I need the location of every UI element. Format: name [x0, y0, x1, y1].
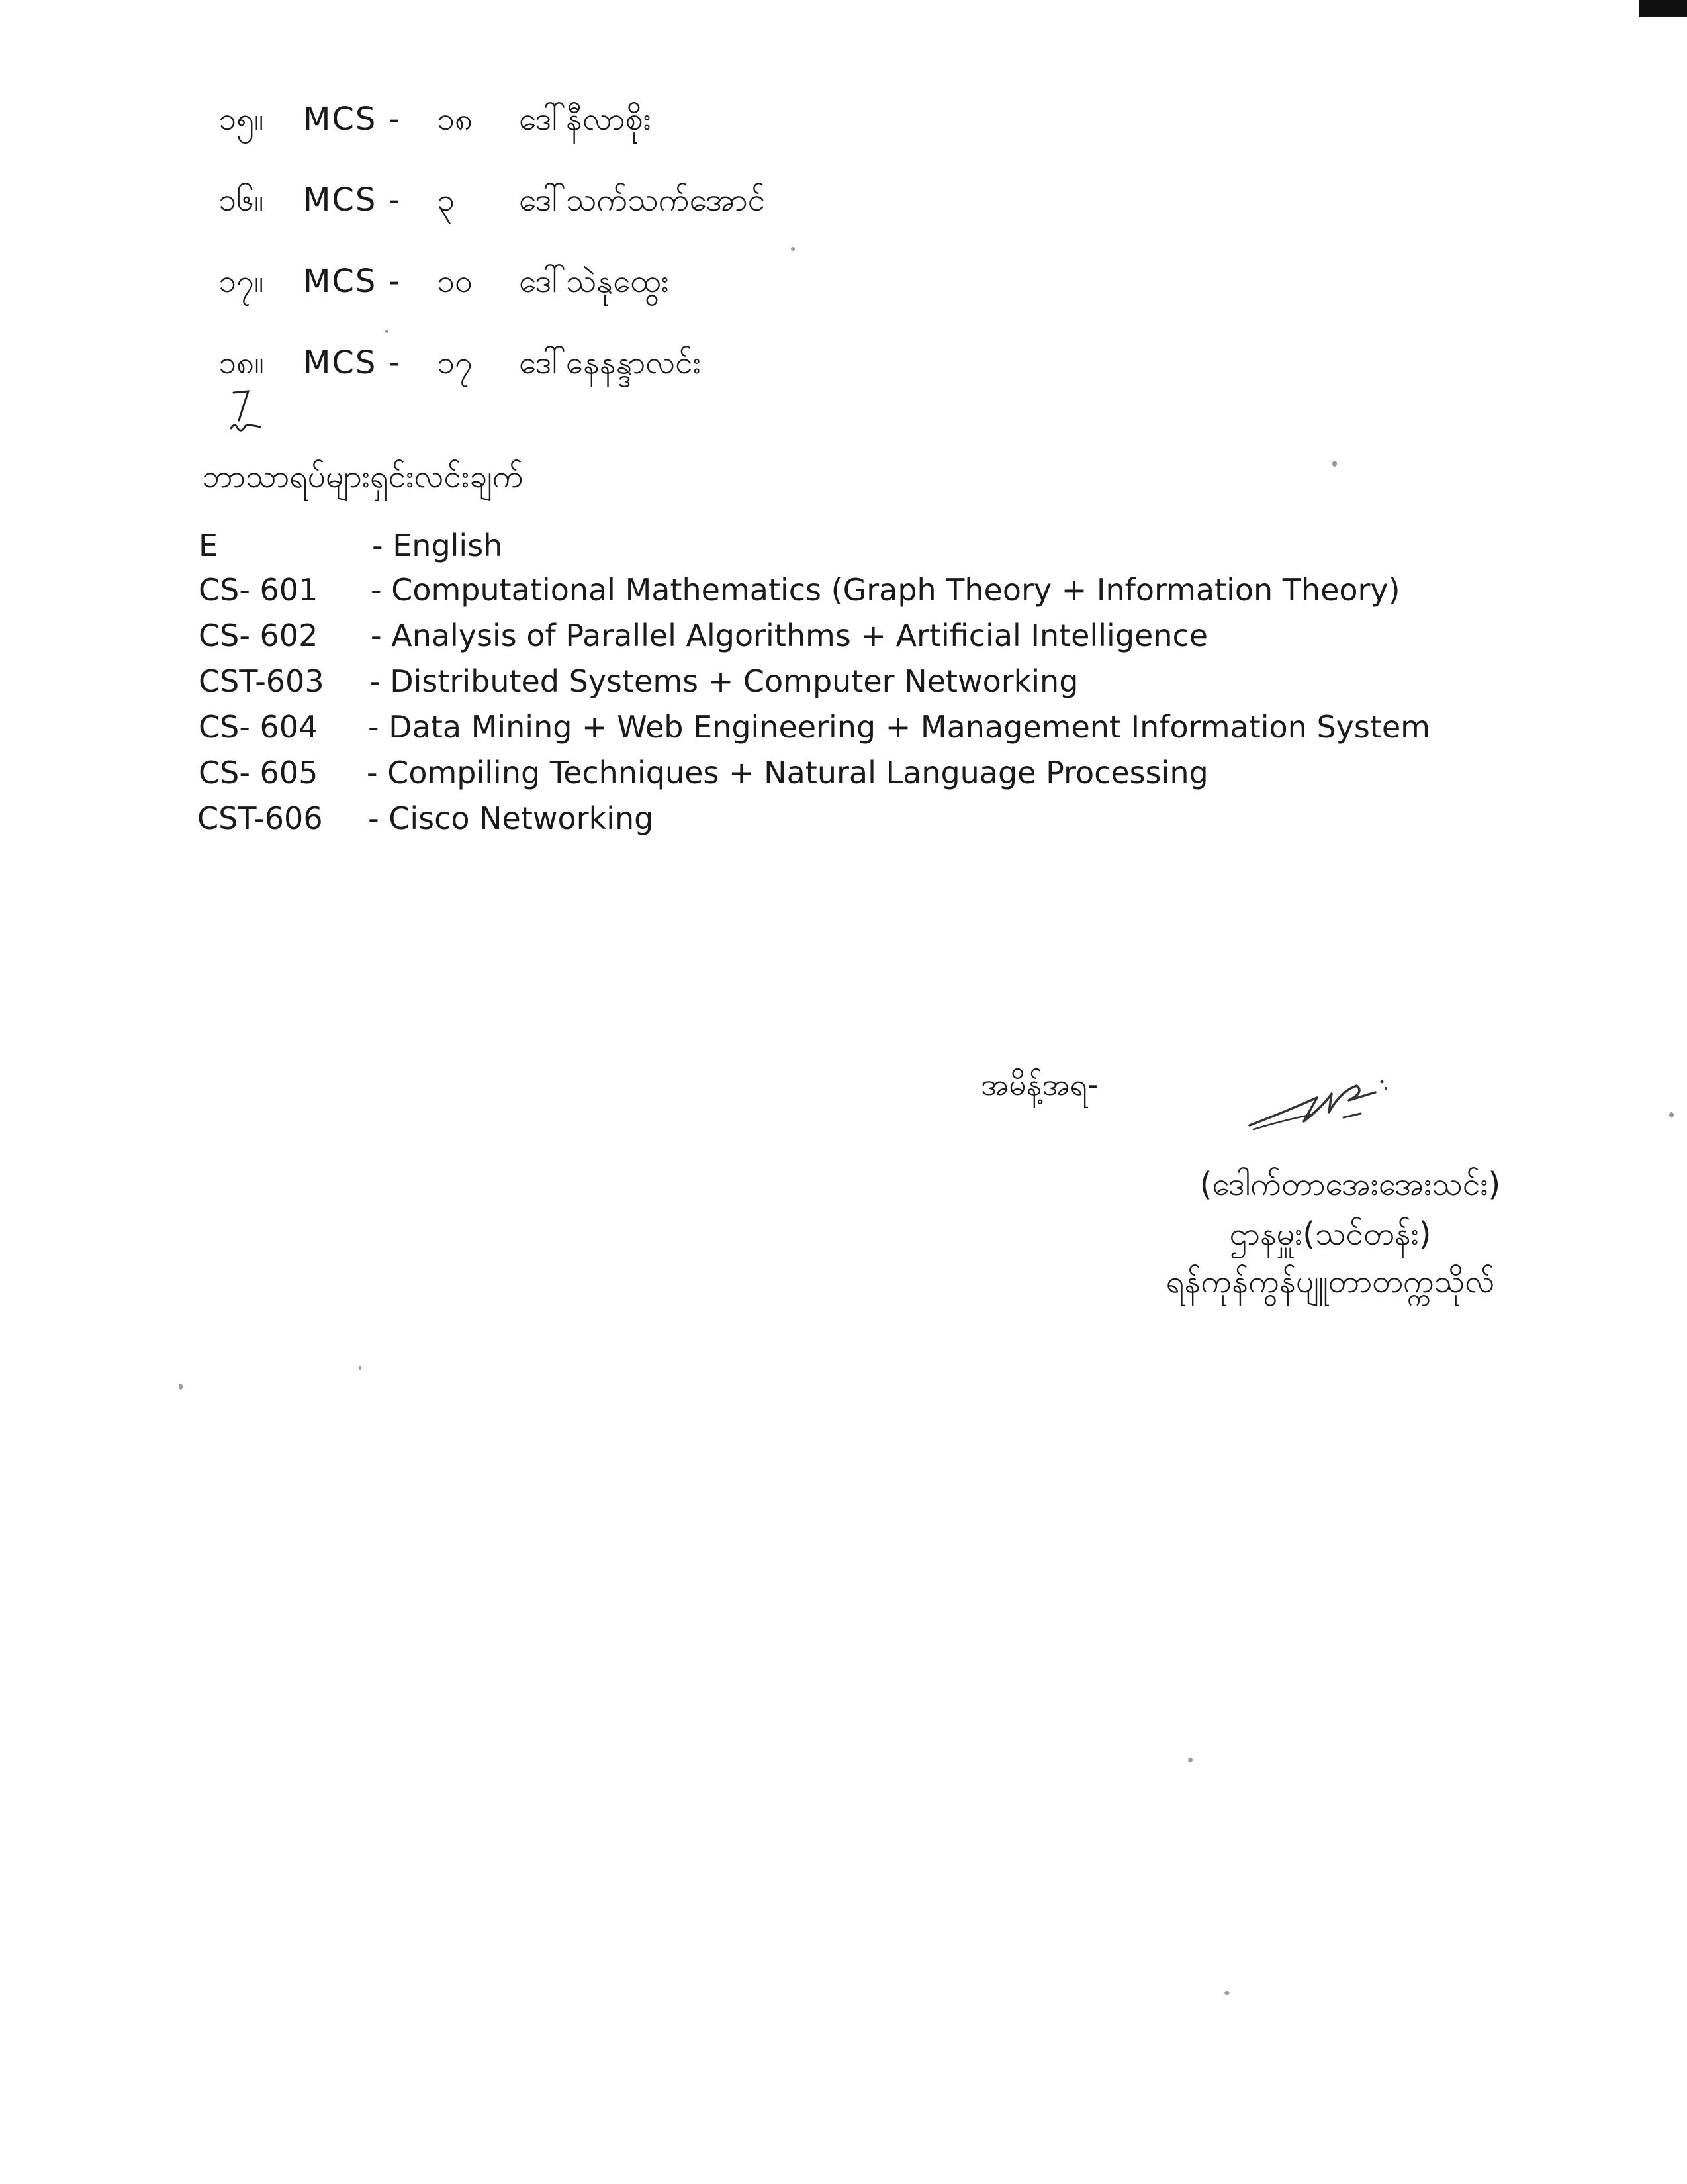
scan-speck: [1188, 1758, 1193, 1762]
scan-speck: [1332, 461, 1337, 467]
subject-code: CS- 602: [199, 618, 318, 653]
student-program: MCS -: [303, 101, 401, 138]
signatory-institution: ရန်ကုန်ကွန်ပျူတာတက္ကသိုလ်: [1165, 1263, 1495, 1300]
handwritten-signature: [1244, 1066, 1403, 1139]
student-roll: ၁၇: [437, 344, 473, 381]
scan-speck: [179, 1384, 183, 1390]
student-name: ဒေါ်နေနန္ဒာလင်း: [519, 344, 701, 381]
scan-speck: [1669, 1112, 1674, 1117]
subject-name: - Analysis of Parallel Algorithms + Artificial Intelligence: [371, 618, 1208, 653]
scan-speck: [1224, 1991, 1230, 1995]
subject-code: CST-606: [197, 800, 323, 836]
student-number: ၁၅။: [218, 101, 264, 138]
student-name: ဒေါ်နီလာစိုး: [519, 101, 651, 138]
subject-code: CST-603: [199, 663, 324, 699]
handwritten-note: [228, 387, 268, 440]
subject-name: - English: [372, 528, 503, 563]
subject-code: CS- 605: [199, 755, 318, 790]
subject-name: - Compiling Techniques + Natural Language Processing: [367, 755, 1208, 790]
student-roll: ၁၈: [437, 101, 473, 138]
student-roll: ၁၀: [437, 263, 473, 300]
student-program: MCS -: [303, 181, 401, 218]
student-roll: ၃: [437, 181, 455, 218]
legend-heading: ဘာသာရပ်များရှင်းလင်းချက်: [202, 458, 524, 495]
student-name: ဒေါ်သက်သက်အောင်: [519, 181, 766, 218]
scan-speck: [385, 330, 388, 333]
student-program: MCS -: [303, 263, 401, 300]
subject-name: - Computational Mathematics (Graph Theory + Information Theory): [371, 572, 1400, 608]
scan-speck: [359, 1366, 361, 1370]
subject-code: CS- 601: [199, 572, 318, 608]
subject-name: - Cisco Networking: [368, 800, 654, 836]
student-name: ဒေါ်သဲနုထွေး: [519, 263, 669, 300]
subject-code: CS- 604: [199, 709, 318, 745]
signatory-name: (ဒေါက်တာအေးအေးသင်း): [1199, 1166, 1501, 1203]
student-number: ၁၇။: [218, 263, 264, 300]
scan-speck: [791, 247, 795, 251]
by-order-label: အမိန့်အရ-: [981, 1067, 1099, 1102]
student-number: ၁၈။: [218, 344, 264, 381]
signatory-title: ဌာနမှူး(သင်တန်း): [1229, 1215, 1432, 1253]
student-number: ၁၆။: [218, 181, 264, 218]
student-program: MCS -: [303, 344, 401, 381]
scan-corner-mark: [1639, 0, 1687, 17]
subject-code: E: [199, 528, 218, 563]
subject-name: - Data Mining + Web Engineering + Management Information System: [368, 709, 1430, 745]
subject-name: - Distributed Systems + Computer Networking: [369, 663, 1079, 699]
